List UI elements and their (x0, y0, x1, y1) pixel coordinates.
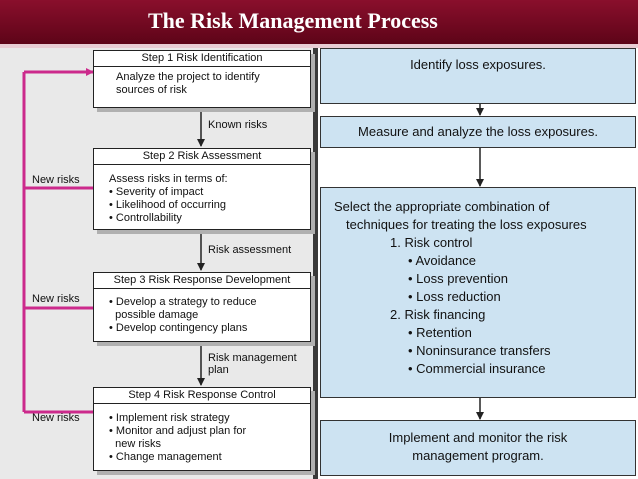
process-box-measure (320, 116, 636, 148)
technique-item: • Noninsurance transfers (408, 343, 551, 358)
technique-item: • Loss prevention (408, 271, 508, 286)
step4-line: • Change management (109, 451, 222, 463)
step2-box (93, 148, 311, 230)
plan-label-line: Risk management (208, 352, 297, 364)
risk-management-plan-label (208, 352, 297, 376)
process-text: management program. (412, 448, 544, 463)
step1-line: Analyze the project to identify (116, 71, 260, 83)
step3-line: possible damage (109, 309, 199, 321)
step1-box (93, 50, 311, 108)
process-box-select (320, 187, 636, 398)
slide-title: The Risk Management Process (148, 8, 438, 33)
process-text: Measure and analyze the loss exposures. (358, 124, 598, 139)
process-text: Implement and monitor the risk (388, 430, 568, 445)
step3-title: Step 3 Risk Response Development (94, 273, 310, 289)
step4-line: • Monitor and adjust plan for (109, 425, 247, 437)
process-intro-line: techniques for treating the loss exposures (346, 217, 587, 232)
step4-box (93, 387, 311, 471)
step2-line: • Severity of impact (109, 186, 204, 198)
step4-line: new risks (109, 438, 161, 450)
technique-item: • Retention (408, 325, 472, 340)
process-intro-line: Select the appropriate combination of (334, 199, 550, 214)
step2-line: Assess risks in terms of: (109, 173, 228, 185)
step4-title: Step 4 Risk Response Control (94, 388, 310, 404)
process-box-implement (320, 420, 636, 476)
step4-line: • Implement risk strategy (109, 412, 230, 424)
new-risks-label: New risks (32, 293, 80, 305)
step3-line: • Develop a strategy to reduce (109, 296, 257, 308)
new-risks-label: New risks (32, 174, 80, 186)
process-box-identify (320, 48, 636, 104)
process-text: Identify loss exposures. (410, 57, 546, 72)
step3-line: • Develop contingency plans (109, 322, 248, 334)
new-risks-label: New risks (32, 412, 80, 424)
technique-group-label: 2. Risk financing (390, 307, 486, 322)
step3-box (93, 272, 311, 342)
plan-label-line: plan (208, 364, 229, 376)
step2-line: • Controllability (109, 212, 182, 224)
known-risks-label: Known risks (208, 119, 268, 131)
technique-item: • Commercial insurance (408, 361, 546, 376)
step1-title: Step 1 Risk Identification (94, 51, 310, 67)
technique-item: • Avoidance (408, 253, 476, 268)
risk-assessment-label: Risk assessment (208, 244, 292, 256)
technique-group-label: 1. Risk control (390, 235, 473, 250)
step1-line: sources of risk (116, 84, 187, 96)
step2-title: Step 2 Risk Assessment (94, 149, 310, 165)
step2-line: • Likelihood of occurring (109, 199, 226, 211)
technique-item: • Loss reduction (408, 289, 501, 304)
